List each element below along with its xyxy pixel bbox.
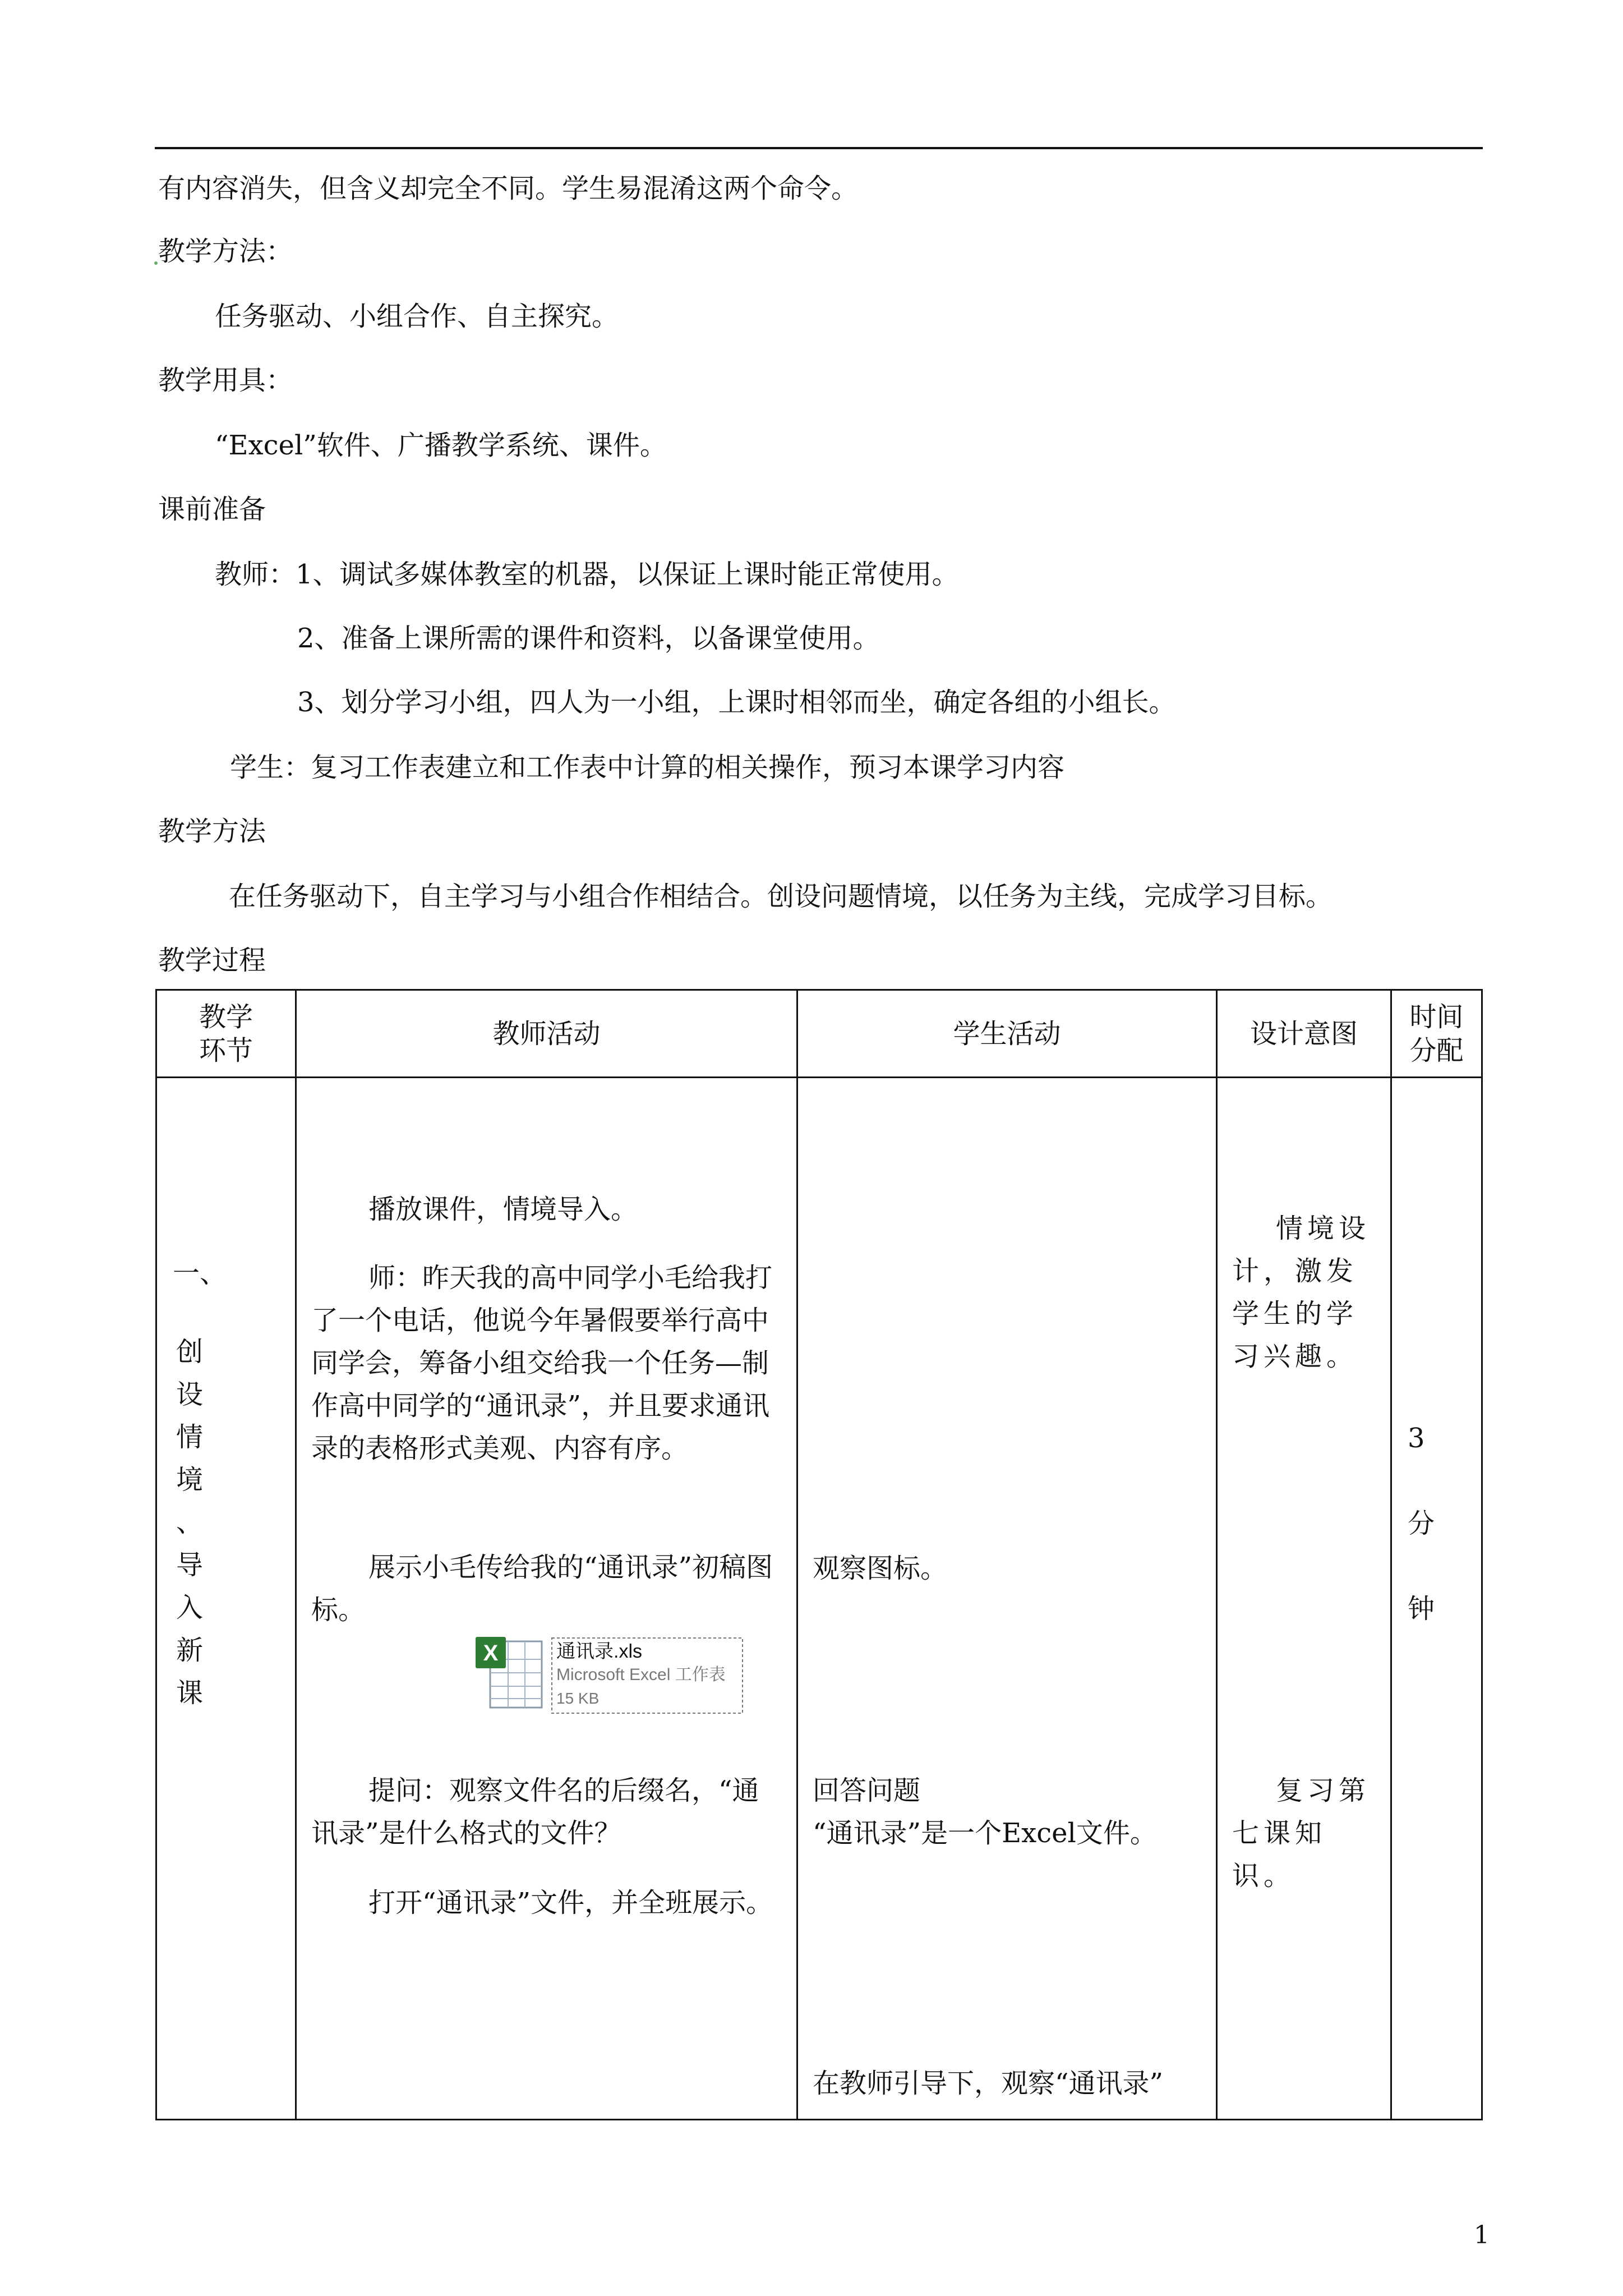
header-time bbox=[1391, 990, 1482, 1078]
file-name: 通讯录.xls bbox=[556, 1641, 642, 1662]
header-rule bbox=[155, 147, 1483, 149]
page-number: 1 bbox=[1474, 2221, 1490, 2249]
file-size: 15 KB bbox=[556, 1690, 600, 1707]
prep-student: 学生：复习工作表建立和工作表中计算的相关操作，预习本课学习内容 bbox=[230, 752, 1065, 783]
header-design: 设计意图 bbox=[1217, 990, 1391, 1078]
teacher-p3: 展示小毛传给我的“通讯录”初稿图标。 bbox=[311, 1552, 773, 1626]
table-row bbox=[156, 1078, 1482, 2120]
design-cell bbox=[1217, 1078, 1391, 2120]
time-cell bbox=[1391, 1078, 1482, 2120]
stage-cell bbox=[156, 1078, 296, 2120]
student-p2a: 回答问题 bbox=[813, 1775, 921, 1806]
method2-text: 在任务驱动下，自主学习与小组合作相结合。创设问题情境，以任务为主线，完成学习目标。 bbox=[229, 881, 1333, 912]
design-p2: 复习第七课知识。 bbox=[1232, 1775, 1371, 1892]
student-p1: 观察图标。 bbox=[813, 1553, 948, 1584]
method-text: 任务驱动、小组合作、自主探究。 bbox=[215, 301, 619, 332]
header-time-line-2: 分配 bbox=[1409, 1034, 1464, 1066]
tools-heading: 教学用具： bbox=[158, 365, 293, 396]
tools-text: “Excel”软件、广播教学系统、课件。 bbox=[215, 430, 667, 461]
excel-file-icon bbox=[476, 1634, 745, 1718]
stage-char: 课 bbox=[176, 1677, 204, 1709]
header-teacher: 教师活动 bbox=[296, 990, 797, 1078]
intro-line: 有内容消失，但含义却完全不同。学生易混淆这两个命令。 bbox=[158, 173, 859, 204]
teacher-p1: 播放课件，情境导入。 bbox=[368, 1194, 638, 1225]
prep-teacher-2: 2、准备上课所需的课件和资料，以备课堂使用。 bbox=[297, 623, 880, 654]
stage-char: 创 bbox=[176, 1336, 204, 1368]
marker-dot bbox=[154, 261, 158, 265]
header-stage-line-1: 教学 bbox=[199, 1001, 253, 1033]
header-stage-line-2: 环节 bbox=[199, 1034, 253, 1066]
file-type: Microsoft Excel 工作表 bbox=[556, 1665, 726, 1684]
process-table bbox=[155, 989, 1483, 2120]
stage-char: 导 bbox=[176, 1549, 204, 1581]
student-p2b: “通讯录”是一个Excel文件。 bbox=[813, 1818, 1157, 1849]
svg-text:X: X bbox=[483, 1641, 499, 1665]
prep-teacher-3: 3、划分学习小组，四人为一小组，上课时相邻而坐，确定各组的小组长。 bbox=[297, 687, 1176, 718]
method-heading: 教学方法： bbox=[158, 236, 293, 267]
prep-teacher-1: 教师：1、调试多媒体教室的机器，以保证上课时能正常使用。 bbox=[215, 559, 959, 590]
teacher-p2: 师：昨天我的高中同学小毛给我打了一个电话，他说今年暑假要举行高中同学会，筹备小组交给我一个任务—制作高中同学的“通讯录”，并且要求通讯录的表格形式美观、内容有序。 bbox=[311, 1262, 773, 1464]
teacher-cell bbox=[296, 1078, 797, 2120]
header-time-line-1: 时间 bbox=[1409, 1001, 1464, 1033]
time-unit-2: 钟 bbox=[1408, 1593, 1435, 1625]
method2-heading: 教学方法 bbox=[158, 816, 266, 847]
time-value: 3 bbox=[1408, 1423, 1425, 1454]
prep-heading: 课前准备 bbox=[158, 494, 266, 525]
design-p1: 情境设计，激发学生的学习兴趣。 bbox=[1232, 1213, 1371, 1372]
header-student: 学生活动 bbox=[797, 990, 1217, 1078]
stage-char: 新 bbox=[176, 1635, 204, 1666]
stage-char: 、 bbox=[176, 1507, 204, 1538]
stage-char: 入 bbox=[176, 1592, 204, 1623]
header-stage bbox=[156, 990, 296, 1078]
teacher-p4: 提问：观察文件名的后缀名，“通讯录”是什么格式的文件？ bbox=[311, 1775, 759, 1849]
time-unit-1: 分 bbox=[1408, 1508, 1435, 1539]
stage-char: 境 bbox=[176, 1464, 204, 1496]
stage-char: 设 bbox=[176, 1379, 204, 1410]
student-p3: 在教师引导下，观察“通讯录” bbox=[813, 2068, 1164, 2099]
student-cell bbox=[797, 1078, 1217, 2120]
stage-number: 一、 bbox=[173, 1258, 227, 1289]
process-heading: 教学过程 bbox=[158, 945, 266, 976]
stage-char: 情 bbox=[176, 1421, 204, 1453]
teacher-p5: 打开“通讯录”文件，并全班展示。 bbox=[368, 1887, 773, 1918]
table-header-row bbox=[156, 990, 1482, 1078]
